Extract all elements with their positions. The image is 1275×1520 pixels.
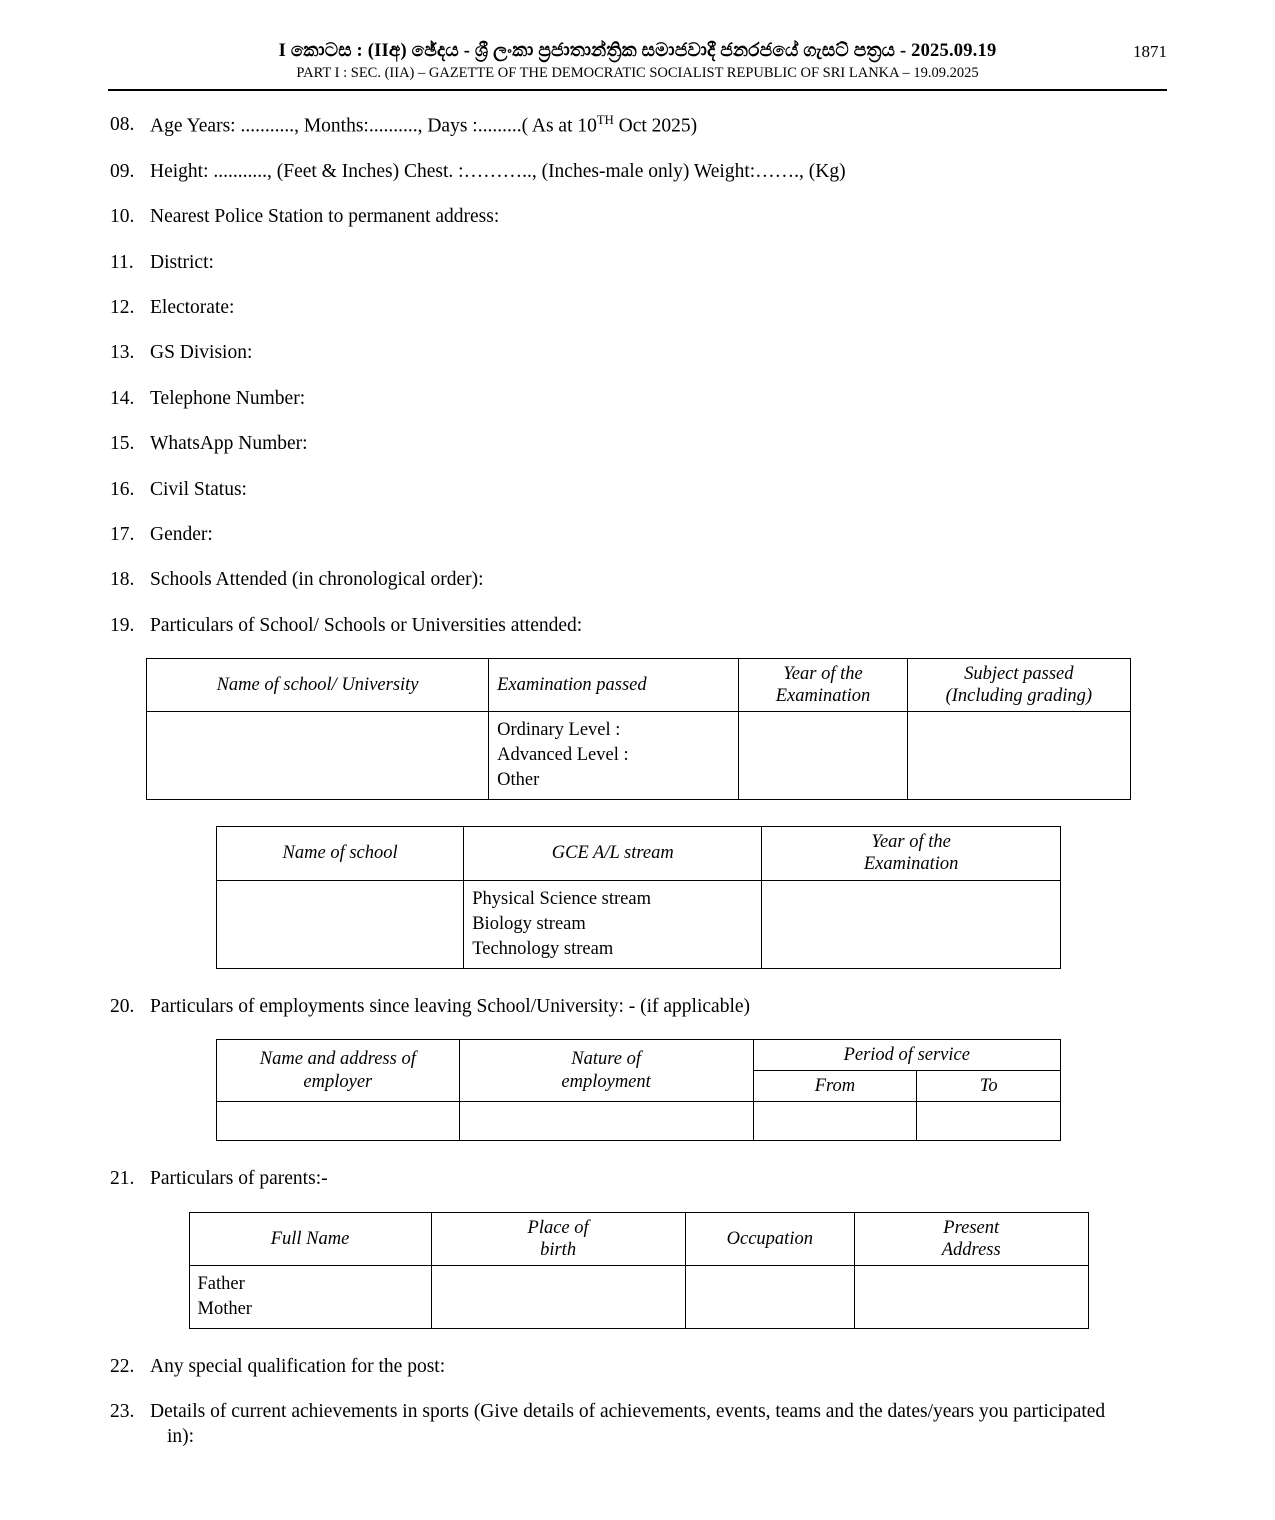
education-table-wrapper	[110, 658, 1167, 800]
form-item-12	[110, 296, 1167, 320]
item-text: Civil Status:	[150, 478, 247, 500]
item-text: WhatsApp Number:	[150, 433, 308, 455]
cell-exam-options	[489, 712, 739, 800]
table-row	[217, 1102, 1061, 1141]
item-number: 19.	[110, 614, 135, 636]
item-text: Age Years: ..........., Months:.........., Days :.........( As at 10TH Oct 2025)	[150, 113, 698, 137]
col-header-place-line2: birth	[540, 1239, 577, 1260]
col-header-year	[739, 659, 907, 712]
stream-option-technology: Technology stream	[472, 938, 614, 959]
item-text: Nearest Police Station to permanent address:	[150, 206, 500, 228]
item-number: 09.	[110, 160, 135, 182]
item-number: 20.	[110, 995, 135, 1017]
cell-occupation-input[interactable]	[685, 1266, 854, 1329]
form-item-20	[110, 995, 1167, 1019]
form-item-23	[110, 1400, 1167, 1449]
col-header-full-name: Full Name	[189, 1212, 431, 1265]
form-item-11	[110, 251, 1167, 275]
item-number: 18.	[110, 569, 135, 591]
col-header-place-line1: Place of	[527, 1217, 589, 1238]
form-item-08	[110, 113, 1167, 139]
cell-present-address-input[interactable]	[854, 1266, 1088, 1329]
parent-row-mother: Mother	[197, 1299, 252, 1320]
form-item-19	[110, 614, 1167, 638]
col-header-place-of-birth	[431, 1212, 685, 1265]
item-text: Particulars of parents:-	[150, 1168, 328, 1190]
col-header-year-line2: Examination	[863, 854, 959, 875]
item-text: Telephone Number:	[150, 387, 306, 409]
item-number: 16.	[110, 478, 135, 500]
form-item-18	[110, 568, 1167, 592]
cell-school-name-input[interactable]	[217, 880, 464, 968]
col-header-school-name: Name of school	[217, 827, 464, 880]
form-content	[70, 113, 1205, 1449]
parents-table	[189, 1212, 1089, 1329]
exam-option-ordinary: Ordinary Level :	[497, 720, 621, 741]
col-header-al-stream: GCE A/L stream	[464, 827, 762, 880]
item-text: Height: ..........., (Feet & Inches) Chest. :……….., (Inches-male only) Weight:……., (Kg)	[150, 160, 846, 182]
col-header-to: To	[917, 1071, 1061, 1102]
col-header-employer	[217, 1039, 460, 1101]
cell-employer-input[interactable]	[217, 1102, 460, 1141]
cell-subject-input[interactable]	[907, 712, 1130, 800]
employment-table-wrapper	[110, 1039, 1167, 1141]
cell-to-input[interactable]	[917, 1102, 1061, 1141]
item-text-line1: Details of current achievements in sports (Give details of achievements, events, teams and the dates/years you participated	[150, 1401, 1106, 1423]
cell-place-of-birth-input[interactable]	[431, 1266, 685, 1329]
cell-stream-options	[464, 880, 762, 968]
col-header-nature-line1: Nature of	[571, 1049, 641, 1070]
col-header-subject	[907, 659, 1130, 712]
item-number: 14.	[110, 387, 135, 409]
form-item-16	[110, 478, 1167, 502]
item-number: 15.	[110, 433, 135, 455]
cell-year-input[interactable]	[762, 880, 1061, 968]
item-text: Any special qualification for the post:	[150, 1356, 446, 1377]
form-item-17	[110, 523, 1167, 547]
col-header-employer-line1: Name and address of	[259, 1049, 416, 1070]
item-number: 21.	[110, 1168, 135, 1190]
employment-table	[216, 1039, 1061, 1141]
form-item-22	[110, 1355, 1167, 1379]
page-number: 1871	[1133, 42, 1167, 61]
col-header-year	[762, 827, 1061, 880]
col-header-year-line1: Year of the	[871, 832, 951, 853]
cell-nature-input[interactable]	[459, 1102, 753, 1141]
cell-year-input[interactable]	[739, 712, 907, 800]
table-row	[189, 1266, 1088, 1329]
stream-option-physical-science: Physical Science stream	[472, 888, 651, 909]
col-header-occupation: Occupation	[685, 1212, 854, 1265]
table-header-row	[217, 1039, 1061, 1070]
item-text: District:	[150, 251, 214, 273]
item-number: 22.	[110, 1356, 135, 1377]
col-header-nature	[459, 1039, 753, 1101]
education-table	[146, 658, 1131, 800]
col-header-period-of-service: Period of service	[753, 1039, 1060, 1070]
table-header-row	[189, 1212, 1088, 1265]
header-divider	[108, 89, 1167, 91]
form-item-21	[110, 1167, 1167, 1191]
col-header-school-name: Name of school/ University	[147, 659, 489, 712]
cell-school-name-input[interactable]	[147, 712, 489, 800]
exam-option-other: Other	[497, 770, 540, 791]
item-number: 17.	[110, 523, 135, 545]
table-row	[217, 880, 1061, 968]
stream-table	[216, 826, 1061, 968]
header-english-title: PART I : SEC. (IIA) – GAZETTE OF THE DEMOCRATIC SOCIALIST REPUBLIC OF SRI LANKA – 19.09.2025	[296, 65, 979, 81]
form-item-10	[110, 205, 1167, 229]
stream-table-wrapper	[110, 826, 1167, 968]
ordinal-suffix: TH	[596, 113, 614, 127]
page-header	[70, 40, 1205, 91]
parent-row-father: Father	[197, 1274, 245, 1295]
col-header-employer-line2: employer	[303, 1071, 373, 1092]
item-text: Particulars of School/ Schools or Universities attended:	[150, 614, 583, 636]
item-text: GS Division:	[150, 342, 253, 364]
item-number: 10.	[110, 206, 135, 228]
item-number: 13.	[110, 342, 135, 364]
stream-option-biology: Biology stream	[472, 913, 586, 934]
col-header-address-line1: Present	[943, 1217, 1000, 1238]
header-sinhala-title: I කොටස : (IIඅ) ඡේදය - ශ්‍රී ලංකා ප්‍රජාතාන්ත්‍රික සමාජවාදී ජනරජයේ ගැසට් පත්‍රය - 2025.09.19	[278, 41, 997, 61]
item-text: Electorate:	[150, 297, 235, 318]
item-text: Particulars of employments since leaving School/University: - (if applicable)	[150, 995, 751, 1017]
cell-parent-labels	[189, 1266, 431, 1329]
col-header-nature-line2: employment	[561, 1071, 651, 1092]
form-item-09	[110, 160, 1167, 184]
col-header-examination-passed: Examination passed	[489, 659, 739, 712]
table-row	[147, 712, 1131, 800]
form-item-14	[110, 387, 1167, 411]
col-header-address-line2: Address	[941, 1239, 1001, 1260]
col-header-subject-line2: (Including grading)	[945, 686, 1092, 707]
table-header-row	[217, 827, 1061, 880]
form-item-15	[110, 432, 1167, 456]
form-item-13	[110, 341, 1167, 365]
item-number: 11.	[110, 251, 134, 273]
item-number: 12.	[110, 297, 135, 318]
item-text: Schools Attended (in chronological order):	[150, 569, 484, 591]
parents-table-wrapper	[110, 1212, 1167, 1329]
col-header-year-line2: Examination	[775, 686, 871, 707]
exam-option-advanced: Advanced Level :	[497, 745, 629, 766]
item-number: 23.	[110, 1401, 135, 1423]
item-text-line2: in):	[167, 1425, 195, 1447]
item-text: Gender:	[150, 523, 213, 545]
col-header-present-address	[854, 1212, 1088, 1265]
table-header-row	[147, 659, 1131, 712]
item-text	[150, 1400, 1167, 1449]
cell-from-input[interactable]	[753, 1102, 917, 1141]
col-header-year-line1: Year of the	[783, 664, 863, 684]
col-header-subject-line1: Subject passed	[964, 664, 1074, 684]
col-header-from: From	[753, 1071, 917, 1102]
item-number: 08.	[110, 114, 135, 135]
